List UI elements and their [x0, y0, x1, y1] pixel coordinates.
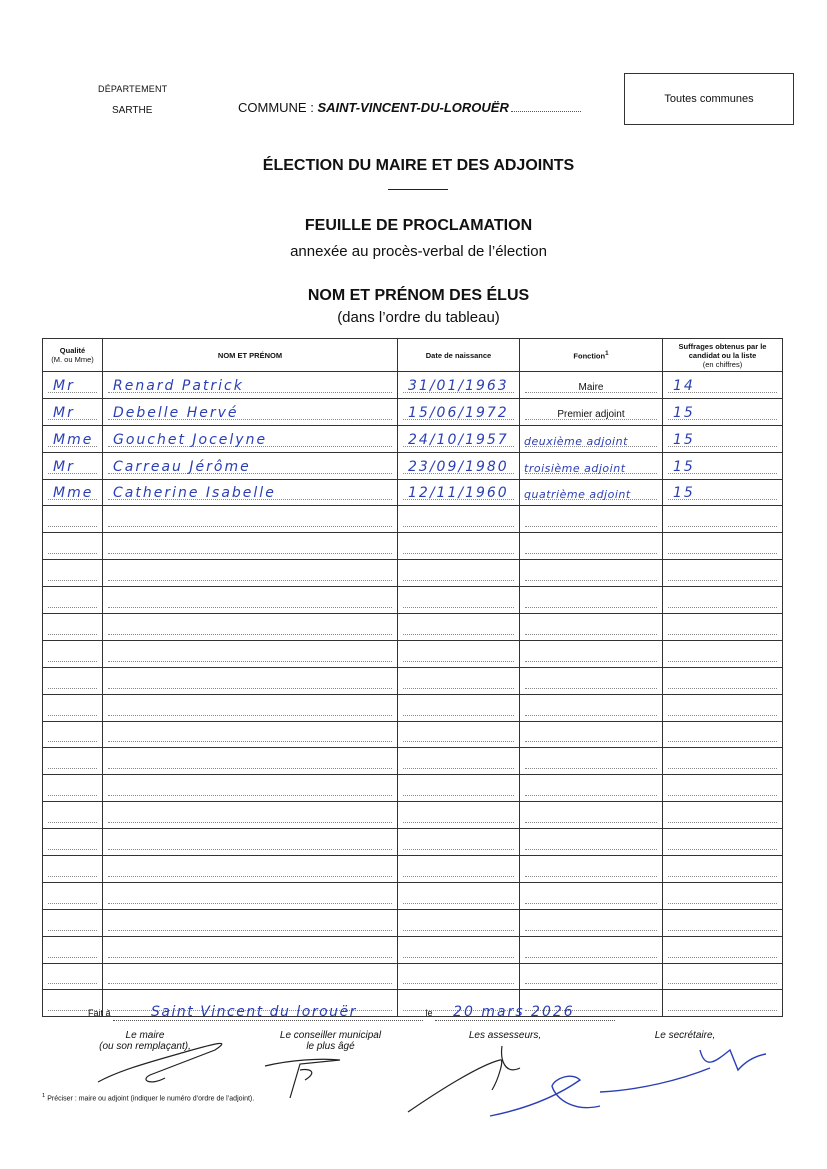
table-row: [43, 479, 783, 506]
cell-suffrages-value: 15: [673, 431, 695, 448]
cell-suffrages: [663, 802, 783, 829]
table-row: [43, 425, 783, 452]
cell-qualite: [43, 372, 103, 399]
header-fonction: Fonction$^1$: [520, 339, 663, 372]
cell-nom: [103, 963, 398, 990]
cell-fonction: [520, 587, 663, 614]
cell-nom: [103, 425, 398, 452]
sheet-title: FEUILLE DE PROCLAMATION: [304, 217, 533, 234]
table-row: [43, 909, 783, 936]
cell-qualite: [43, 694, 103, 721]
cell-nom: [103, 614, 398, 641]
cell-suffrages-value: 15: [673, 485, 695, 502]
cell-qualite: [43, 640, 103, 667]
cell-fonction: [520, 963, 663, 990]
table-row: [43, 829, 783, 856]
cell-suffrages-value: 14: [673, 377, 695, 394]
list-subtitle: (dans l’ordre du tableau): [337, 309, 500, 326]
cell-fonction: [520, 640, 663, 667]
cell-suffrages: [663, 748, 783, 775]
cell-qualite: [43, 748, 103, 775]
cell-suffrages: [663, 963, 783, 990]
table-row: [43, 398, 783, 425]
cell-qualite-value: Mme: [53, 431, 94, 448]
cell-nom: [103, 533, 398, 560]
cell-nom: [103, 372, 398, 399]
cell-nom-value: Gouchet Jocelyne: [113, 431, 268, 448]
table-row: [43, 694, 783, 721]
cell-suffrages: [663, 694, 783, 721]
cell-qualite-value: Mr: [53, 404, 75, 421]
commune-label: COMMUNE :: [238, 100, 314, 115]
cell-qualite: [43, 802, 103, 829]
table-row: [43, 856, 783, 883]
cell-qualite: [43, 533, 103, 560]
cell-fonction: [520, 909, 663, 936]
cell-date: [398, 479, 520, 506]
cell-qualite-value: Mr: [53, 377, 75, 394]
cell-date: [398, 856, 520, 883]
table-row: [43, 372, 783, 399]
cell-fonction: [520, 721, 663, 748]
table-row: [43, 721, 783, 748]
fait-date: 20 mars 2026: [435, 1004, 615, 1021]
footnote: $^1$ Préciser : maire ou adjoint (indiquer le numéro d’ordre de l’adjoint).: [42, 1093, 255, 1103]
cell-nom: [103, 802, 398, 829]
cell-fonction: [520, 425, 663, 452]
cell-suffrages: [663, 936, 783, 963]
cell-suffrages: [663, 909, 783, 936]
table-header-row: [43, 339, 783, 372]
cell-fonction: [520, 802, 663, 829]
cell-suffrages: [663, 452, 783, 479]
cell-suffrages: [663, 560, 783, 587]
cell-qualite: [43, 425, 103, 452]
cell-qualite: [43, 398, 103, 425]
cell-nom: [103, 909, 398, 936]
cell-fonction: [520, 829, 663, 856]
cell-qualite: [43, 882, 103, 909]
cell-date: [398, 533, 520, 560]
cell-qualite: [43, 963, 103, 990]
cell-qualite: [43, 936, 103, 963]
cell-qualite-value: Mme: [53, 485, 94, 502]
cell-nom-value: Debelle Hervé: [113, 404, 239, 421]
cell-date: [398, 667, 520, 694]
cell-qualite: [43, 587, 103, 614]
cell-date: [398, 560, 520, 587]
signature-label-secretaire: Le secrétaire,: [654, 1030, 716, 1041]
cell-suffrages: [663, 372, 783, 399]
cell-fonction-value: Premier adjoint: [557, 408, 625, 420]
cell-qualite: [43, 909, 103, 936]
cell-nom: [103, 775, 398, 802]
cell-suffrages: [663, 882, 783, 909]
cell-fonction: [520, 479, 663, 506]
cell-qualite: [43, 829, 103, 856]
title-divider: [388, 189, 448, 190]
cell-suffrages: [663, 398, 783, 425]
cell-nom: [103, 640, 398, 667]
elus-table: [42, 338, 783, 1017]
table-row: [43, 587, 783, 614]
cell-fonction-value: deuxième adjoint: [524, 434, 628, 448]
cell-suffrages: [663, 640, 783, 667]
cell-nom: [103, 829, 398, 856]
cell-suffrages: [663, 479, 783, 506]
cell-suffrages: [663, 667, 783, 694]
signature-label-maire: Le maire (ou son remplaçant),: [99, 1030, 191, 1052]
cell-qualite: [43, 721, 103, 748]
cell-suffrages: [663, 614, 783, 641]
cell-date: [398, 936, 520, 963]
table-row: [43, 506, 783, 533]
cell-fonction: [520, 667, 663, 694]
list-title: NOM ET PRÉNOM DES ÉLUS: [307, 287, 530, 304]
signature-conseiller: [265, 1059, 340, 1098]
cell-fonction: [520, 398, 663, 425]
cell-qualite-value: Mr: [53, 458, 75, 475]
departement-label: DÉPARTEMENT: [98, 84, 168, 94]
table-row: [43, 936, 783, 963]
cell-date-value: 15/06/1972: [408, 404, 509, 421]
commune-value: SAINT-VINCENT-DU-LOROUËR: [317, 100, 509, 115]
cell-fonction: [520, 936, 663, 963]
cell-date: [398, 748, 520, 775]
cell-date-value: 12/11/1960: [408, 485, 509, 502]
cell-fonction: [520, 748, 663, 775]
cell-fonction: [520, 614, 663, 641]
cell-suffrages: [663, 506, 783, 533]
cell-suffrages: [663, 990, 783, 1017]
signature-label-conseiller: Le conseiller municipal le plus âgé: [279, 1030, 382, 1052]
cell-suffrages: [663, 425, 783, 452]
cell-nom: [103, 667, 398, 694]
page-title: ÉLECTION DU MAIRE ET DES ADJOINTS: [262, 157, 575, 174]
cell-suffrages: [663, 533, 783, 560]
cell-suffrages: [663, 587, 783, 614]
signatures: [0, 1020, 827, 1120]
cell-nom: [103, 587, 398, 614]
cell-fonction: [520, 560, 663, 587]
table-row: [43, 667, 783, 694]
header-suffrages: Suffrages obtenus par le candidat ou la liste (en chiffres): [663, 339, 783, 372]
table-row: [43, 640, 783, 667]
table-row: [43, 452, 783, 479]
cell-suffrages: [663, 775, 783, 802]
fait-label: Fait à: [88, 1008, 111, 1018]
table-row: [43, 748, 783, 775]
cell-nom: [103, 560, 398, 587]
cell-qualite: [43, 856, 103, 883]
table-row: [43, 882, 783, 909]
cell-date: [398, 882, 520, 909]
cell-qualite: [43, 667, 103, 694]
cell-qualite: [43, 452, 103, 479]
cell-suffrages: [663, 856, 783, 883]
cell-date-value: 31/01/1963: [408, 377, 509, 394]
cell-fonction: [520, 775, 663, 802]
fait-place: Saint Vincent du lorouër: [113, 1004, 423, 1021]
cell-fonction-value: troisième adjoint: [524, 461, 626, 475]
cell-fonction: [520, 452, 663, 479]
table-row: [43, 802, 783, 829]
cell-fonction: [520, 694, 663, 721]
cell-date: [398, 721, 520, 748]
le-label: le: [425, 1008, 433, 1018]
cell-nom: [103, 506, 398, 533]
cell-nom: [103, 936, 398, 963]
cell-date: [398, 640, 520, 667]
cell-date-value: 24/10/1957: [408, 431, 509, 448]
cell-date: [398, 829, 520, 856]
cell-nom: [103, 452, 398, 479]
cell-nom-value: Carreau Jérôme: [113, 458, 251, 475]
cell-fonction: [520, 882, 663, 909]
signature-assesseur-2: [490, 1050, 766, 1116]
cell-suffrages-value: 15: [673, 404, 695, 421]
cell-nom: [103, 479, 398, 506]
cell-suffrages: [663, 721, 783, 748]
cell-fonction: [520, 506, 663, 533]
cell-suffrages: [663, 829, 783, 856]
departement-value: SARTHE: [112, 105, 153, 116]
table-row: [43, 533, 783, 560]
commune-category-text: Toutes communes: [664, 93, 754, 105]
cell-date: [398, 506, 520, 533]
cell-nom: [103, 398, 398, 425]
header-nom: NOM ET PRÉNOM: [103, 339, 398, 372]
cell-suffrages-value: 15: [673, 458, 695, 475]
table-row: [43, 963, 783, 990]
cell-qualite: [43, 614, 103, 641]
header-qualite: Qualité (M. ou Mme): [43, 339, 103, 372]
cell-qualite: [43, 506, 103, 533]
cell-nom: [103, 882, 398, 909]
signature-maire: [98, 1043, 222, 1082]
cell-nom: [103, 694, 398, 721]
cell-qualite: [43, 479, 103, 506]
commune-category-box: [624, 73, 794, 125]
signature-label-assesseurs: Les assesseurs,: [468, 1030, 542, 1041]
table-row: [43, 560, 783, 587]
cell-fonction: [520, 372, 663, 399]
sheet-subtitle: annexée au procès-verbal de l’élection: [290, 243, 547, 260]
cell-date: [398, 614, 520, 641]
cell-date: [398, 587, 520, 614]
cell-qualite: [43, 560, 103, 587]
cell-fonction: [520, 856, 663, 883]
signature-assesseur-1: [408, 1046, 520, 1112]
cell-nom-value: Catherine Isabelle: [113, 485, 276, 502]
cell-fonction-value: quatrième adjoint: [524, 488, 631, 502]
cell-fonction: [520, 533, 663, 560]
commune-line: [238, 100, 581, 115]
table-row: [43, 614, 783, 641]
cell-date: [398, 775, 520, 802]
cell-date: [398, 425, 520, 452]
cell-date-value: 23/09/1980: [408, 458, 509, 475]
cell-qualite: [43, 775, 103, 802]
fait-line: [88, 1004, 615, 1021]
cell-nom: [103, 748, 398, 775]
cell-date: [398, 452, 520, 479]
table-row: [43, 775, 783, 802]
cell-date: [398, 372, 520, 399]
cell-nom: [103, 856, 398, 883]
cell-nom-value: Renard Patrick: [113, 377, 244, 394]
cell-date: [398, 963, 520, 990]
cell-date: [398, 909, 520, 936]
header-date: Date de naissance: [398, 339, 520, 372]
cell-fonction-value: Maire: [578, 381, 604, 393]
cell-date: [398, 398, 520, 425]
cell-date: [398, 802, 520, 829]
cell-nom: [103, 721, 398, 748]
cell-date: [398, 694, 520, 721]
